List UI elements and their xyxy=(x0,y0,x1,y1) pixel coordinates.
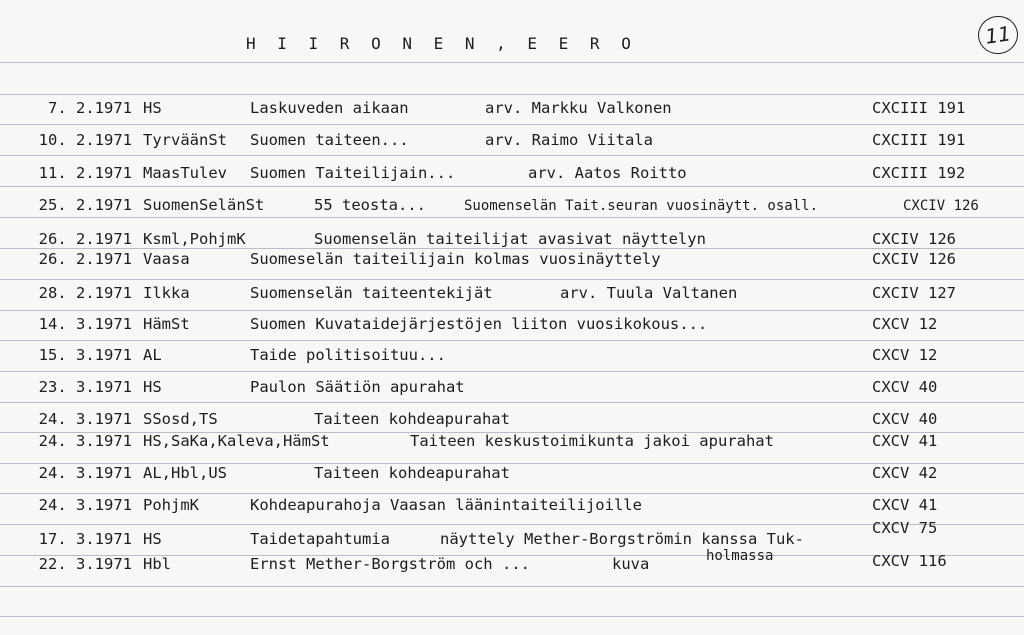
entry-note: näyttely Mether-Borgströmin kanssa Tuk- xyxy=(440,530,804,548)
entry-title: Taiteen kohdeapurahat xyxy=(314,464,510,482)
entry-title: Taide politisoituu... xyxy=(250,346,446,364)
entry-date: 28. 2.1971 xyxy=(38,284,132,302)
entry-source: PohjmK xyxy=(143,496,199,514)
rule-line xyxy=(0,124,1024,125)
rule-line xyxy=(0,62,1024,63)
entry-source: HS xyxy=(143,99,162,117)
entry-ref: CXCIV 127 xyxy=(872,284,956,302)
entry-source: HS xyxy=(143,378,162,396)
card-title: H I I R O N E N , E E R O xyxy=(246,34,637,53)
entry-source: SSosd,TS xyxy=(143,410,218,428)
entry-source: Vaasa xyxy=(143,250,190,268)
entry-source: Hbl xyxy=(143,555,171,573)
entry-title: Taiteen kohdeapurahat xyxy=(314,410,510,428)
rule-line xyxy=(0,217,1024,218)
entry-date: 15. 3.1971 xyxy=(38,346,132,364)
rule-line xyxy=(0,616,1024,617)
entry-date: 10. 2.1971 xyxy=(38,131,132,149)
entry-ref: CXCIV 126 xyxy=(903,198,979,214)
entry-title: Kohdeapurahoja Vaasan läänintaiteilijoille xyxy=(250,496,642,514)
entry-note: arv. Markku Valkonen xyxy=(485,99,672,117)
entry-note: arv. Tuula Valtanen xyxy=(560,284,738,302)
entry-date: 17. 3.1971 xyxy=(38,530,132,548)
entry-source: Ilkka xyxy=(143,284,190,302)
entry-date: 22. 3.1971 xyxy=(38,555,132,573)
entry-source: HS,SaKa,Kaleva,HämSt xyxy=(143,432,330,450)
rule-line xyxy=(0,340,1024,341)
entry-source: HS xyxy=(143,530,162,548)
entry-ref: CXCIII 191 xyxy=(872,99,966,117)
entry-source: HämSt xyxy=(143,315,190,333)
entry-date: 14. 3.1971 xyxy=(38,315,132,333)
entry-source: TyrväänSt xyxy=(143,131,227,149)
entry-title: Taidetapahtumia xyxy=(250,530,390,548)
entry-source: MaasTulev xyxy=(143,164,227,182)
rule-line xyxy=(0,371,1024,372)
entry-date: 26. 2.1971 xyxy=(38,230,132,248)
entry-source: AL,Hbl,US xyxy=(143,464,227,482)
rule-line xyxy=(0,248,1024,249)
entry-note: kuva xyxy=(612,555,650,573)
entry-title: Taiteen keskustoimikunta jakoi apurahat xyxy=(410,432,774,450)
entry-ref: CXCV 40 xyxy=(872,410,938,428)
rule-line xyxy=(0,186,1024,187)
entry-ref: CXCV 42 xyxy=(872,464,938,482)
rule-line xyxy=(0,524,1024,525)
rule-line xyxy=(0,310,1024,311)
rule-line xyxy=(0,279,1024,280)
entry-date: 24. 3.1971 xyxy=(38,432,132,450)
entry-note-continuation: holmassa xyxy=(706,548,774,564)
entry-note: Suomenselän Tait.seuran vuosinäytt. osall. xyxy=(464,198,819,214)
entry-title: Suomen Taiteilijain... xyxy=(250,164,456,182)
entry-note: arv. Raimo Viitala xyxy=(485,131,653,149)
entry-title: Laskuveden aikaan xyxy=(250,99,409,117)
entry-ref: CXCIII 192 xyxy=(872,164,966,182)
entry-ref: CXCV 12 xyxy=(872,346,938,364)
entry-date: 26. 2.1971 xyxy=(38,250,132,268)
entry-date: 11. 2.1971 xyxy=(38,164,132,182)
rule-line xyxy=(0,155,1024,156)
entry-date: 25. 2.1971 xyxy=(38,196,132,214)
entry-ref: CXCV 12 xyxy=(872,315,938,333)
entry-ref: CXCV 75 xyxy=(872,519,938,537)
entry-ref: CXCIV 126 xyxy=(872,250,956,268)
entry-date: 24. 3.1971 xyxy=(38,410,132,428)
page-number: 11 xyxy=(976,13,1021,56)
entry-title: Suomenselän taiteentekijät xyxy=(250,284,493,302)
entry-source: Ksml,PohjmK xyxy=(143,230,246,248)
entry-title: 55 teosta... xyxy=(314,196,426,214)
entry-ref: CXCV 41 xyxy=(872,432,938,450)
entry-ref: CXCIII 191 xyxy=(872,131,966,149)
entry-date: 23. 3.1971 xyxy=(38,378,132,396)
entry-source: SuomenSelänSt xyxy=(143,196,265,214)
entry-title: Suomen Kuvataidejärjestöjen liiton vuosikokous... xyxy=(250,315,708,333)
entry-title: Suomeselän taiteilijain kolmas vuosinäyttely xyxy=(250,250,661,268)
rule-line xyxy=(0,402,1024,403)
rule-line xyxy=(0,493,1024,494)
entry-ref: CXCV 41 xyxy=(872,496,938,514)
entry-date: 24. 3.1971 xyxy=(38,464,132,482)
entry-title: Paulon Säätiön apurahat xyxy=(250,378,465,396)
entry-title: Suomenselän taiteilijat avasivat näyttelyn xyxy=(314,230,706,248)
entry-date: 7. 2.1971 xyxy=(48,99,132,117)
entry-date: 24. 3.1971 xyxy=(38,496,132,514)
entry-note: arv. Aatos Roitto xyxy=(528,164,687,182)
entry-title: Ernst Mether-Borgström och ... xyxy=(250,555,530,573)
entry-source: AL xyxy=(143,346,162,364)
rule-line xyxy=(0,94,1024,95)
rule-line xyxy=(0,586,1024,587)
entry-ref: CXCV 116 xyxy=(872,552,947,570)
entry-title: Suomen taiteen... xyxy=(250,131,409,149)
entry-ref: CXCV 40 xyxy=(872,378,938,396)
entry-ref: CXCIV 126 xyxy=(872,230,956,248)
